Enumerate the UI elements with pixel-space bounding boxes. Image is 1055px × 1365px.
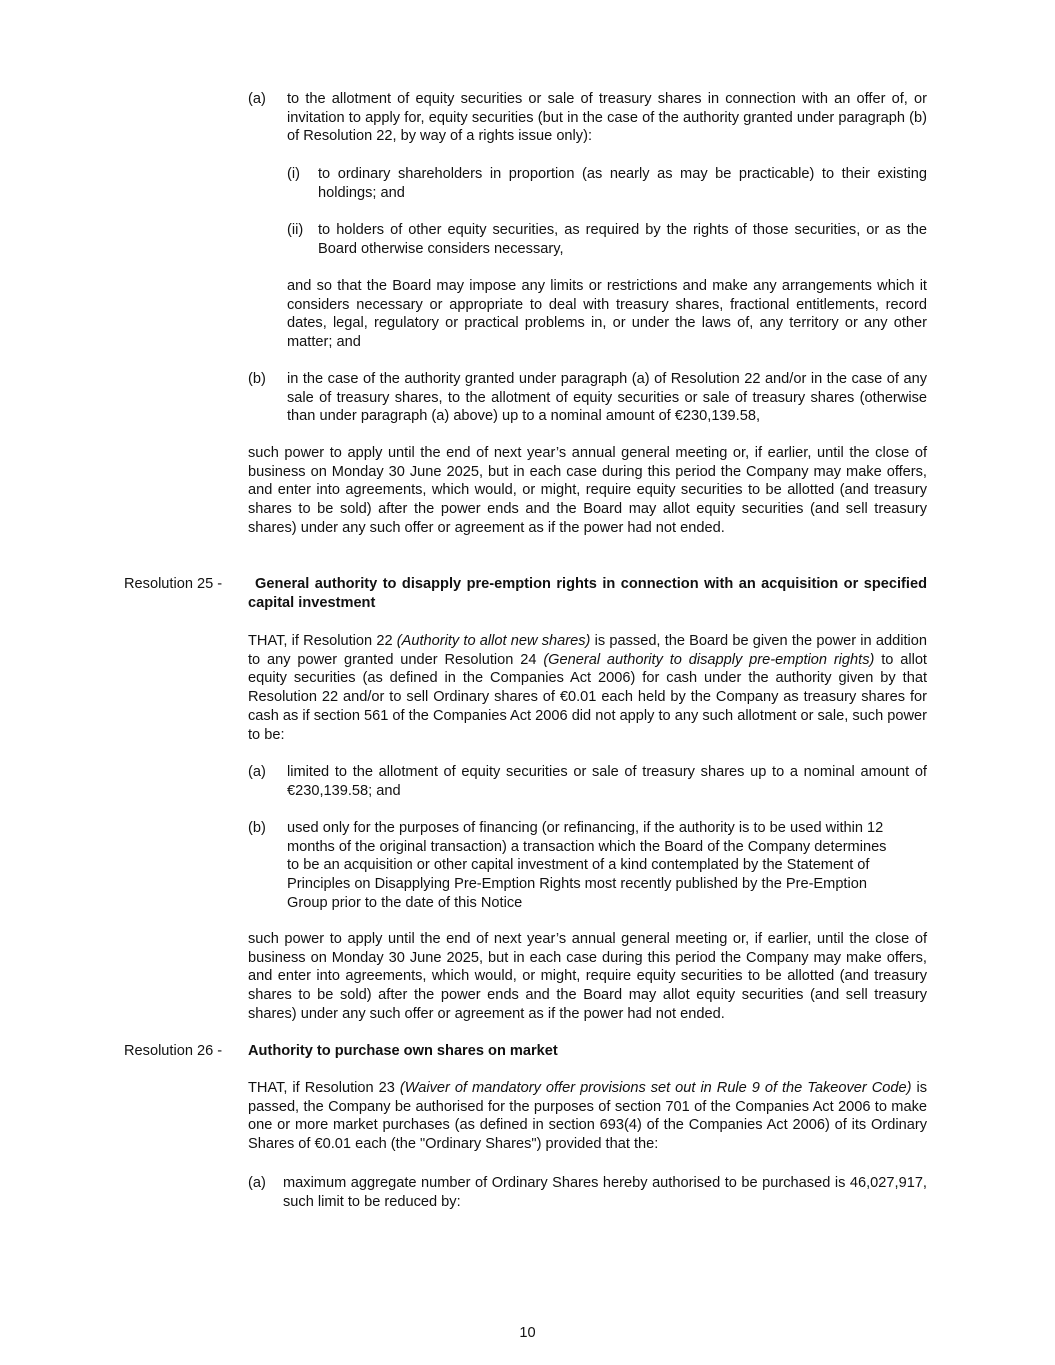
body-italic: (Authority to allot new shares) [396,633,591,649]
resolution-25-closing: such power to apply until the end of next year’s annual general meeting or, if earlier, until the close of business on Monday 30 June 2025, but in each case during this period the Company may make offers, and enter into agreements, which would, or might, require equity securities to be allotted (and treasury shares to be sold) after the power ends and the Board may allot equity securities (and sell treasury shares) under any such offer or agreement as if the power had not ended. [248,931,927,1022]
continuation-paragraph: and so that the Board may impose any limits or restrictions and make any arrangements which it considers necessary or appropriate to deal with treasury shares, fractional entitlements, record dates, legal, regulatory or practical problems in, or under the laws of, any territory or any other matter; and [287,278,927,351]
resolution-26-item-a [248,1174,927,1212]
text-line: Group prior to the date of this Notice [287,894,523,911]
list-text: maximum aggregate number of Ordinary Shares hereby authorised to be purchased is 46,027,917, such limit to be reduced by: [283,1175,927,1210]
list-label: (b) [248,820,266,836]
resolution-25-item-b [248,819,927,913]
list-text [287,819,932,913]
body-italic: (General authority to disapply pre-emption rights) [543,651,875,668]
resolution-26-label: Resolution 26 - [124,1043,223,1059]
list-label: (a) [248,1175,266,1191]
list-label: (ii) [287,222,304,238]
list-label: (a) [248,91,266,107]
text-line: used only for the purposes of financing (or refinancing, if the authority is to be used within 12 [287,820,884,836]
list-text: to holders of other equity securities, as required by the rights of those securities, or as the Board otherwise considers necessary, [318,222,927,257]
list-text: to ordinary shareholders in proportion (as nearly as may be practicable) to their existing holdings; and [318,166,927,201]
body-text: THAT, if Resolution 22 [248,633,397,649]
list-item-b [248,370,927,428]
body-text: to allot equity securities (as defined in the Companies Act 2006) for cash under the authority given by that Resolution 22 and/or to sell Ordinary shares of €0.01 each held by the Company as treasury shares for cash as if section 561 of the Companies Act 2006 did not apply to any such allotment or sale, such power to be: [248,651,928,743]
page-number: 10 [519,1325,536,1341]
resolution-25-item-a [248,763,927,801]
text-line: to be an acquisition or other capital investment of a kind contemplated by the Statement of [287,857,870,874]
resolution-26-body [248,1079,927,1154]
text-line: months of the original transaction) a transaction which the Board of the Company determines [287,838,887,855]
closing-paragraph: such power to apply until the end of next year’s annual general meeting or, if earlier, until the close of business on Monday 30 June 2025, but in each case during this period the Company may make offers, and enter into agreements, which would, or might, require equity securities to be allotted (and treasury shares to be sold) after the power ends and the Board may allot equity securities (and sell treasury shares) under any such offer or agreement as if the power had not ended. [248,445,927,536]
body-italic: (Waiver of mandatory offer provisions set out in Rule 9 of the Takeover Code) [399,1080,912,1096]
list-text: to the allotment of equity securities or sale of treasury shares in connection with an offer of, or invitation to apply for, equity securities (but in the case of the authority granted under paragraph (b) of Resolution 22, by way of a rights issue only): [287,91,927,145]
list-item-a [248,90,927,148]
resolution-26-heading: Authority to purchase own shares on market [248,1043,558,1059]
text-line: Principles on Disapplying Pre-Emption Rights most recently published by the Pre-Emption [287,876,867,893]
list-text: limited to the allotment of equity securities or sale of treasury shares up to a nominal amount of €230,139.58; and [287,764,927,799]
list-label: (b) [248,371,266,387]
body-text: THAT, if Resolution 23 [248,1080,400,1096]
body-text: is passed, the Company be authorised for the purposes of section 701 of the Companies Act 2006 to make one or more market purchases (as defined in section 693(4) of the Companies Act 2006) of its Ordinary Shares of €0.01 each (the "Ordinary Shares") provided that the: [248,1080,927,1153]
list-text: in the case of the authority granted under paragraph (a) of Resolution 22 and/or in the case of any sale of treasury shares, to the allotment of equity securities or sale of treasury shares (otherwise than under paragraph (a) above) up to a nominal amount of €230,139.58, [287,371,927,425]
list-label: (i) [287,166,300,182]
resolution-25-heading: General authority to disapply pre-emption rights in connection with an acquisition or specified capital investment [248,576,927,611]
sub-item-ii [287,221,927,259]
list-label: (a) [248,764,266,780]
body-text: is passed, the Board be given the power in addition to any power granted under Resolution 24 [248,633,927,668]
resolution-25-label: Resolution 25 - [124,576,223,592]
resolution-25-body [248,632,927,744]
sub-item-i [287,165,927,203]
